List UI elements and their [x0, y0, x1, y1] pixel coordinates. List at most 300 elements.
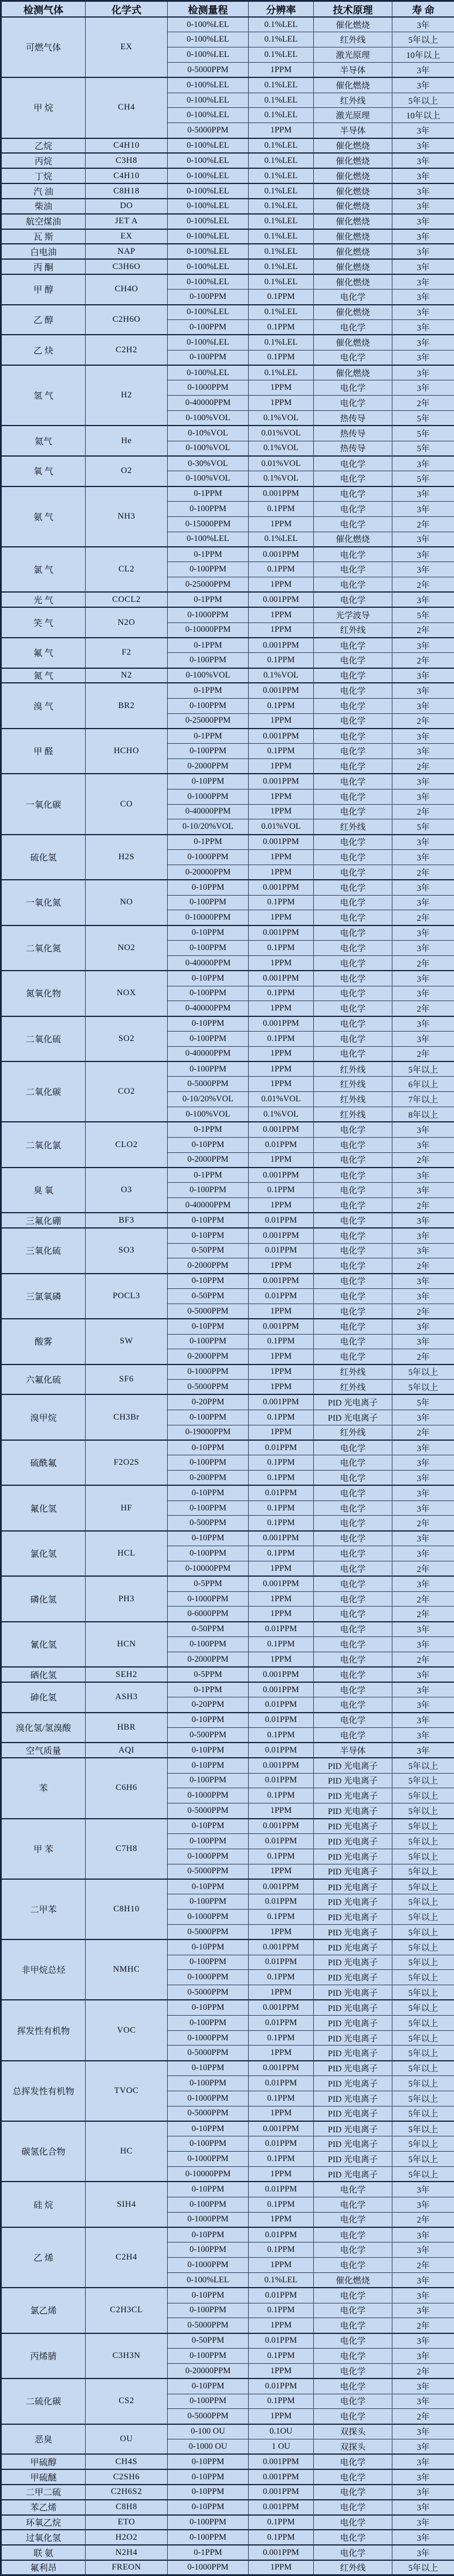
principle-cell: 电化学 — [314, 850, 392, 865]
resolution-cell: 0.1PPM — [249, 2530, 314, 2545]
formula-cell: ETO — [86, 2515, 168, 2530]
range-cell: 0-10PPM — [168, 925, 249, 941]
principle-cell: 电化学 — [314, 1152, 392, 1168]
range-cell: 0-5000PPM — [168, 2318, 249, 2333]
resolution-cell: 0.1%VOL — [249, 441, 314, 456]
range-cell: 0-100PPM — [168, 1833, 249, 1849]
gas-cell: 氟 气 — [1, 638, 86, 668]
principle-cell: 电化学 — [314, 895, 392, 910]
principle-cell: 电化学 — [314, 804, 392, 819]
lifespan-cell: 3年 — [392, 1455, 454, 1471]
lifespan-cell: 3年 — [392, 244, 454, 259]
lifespan-cell: 3年 — [392, 1122, 454, 1137]
lifespan-cell: 7年以上 — [392, 1092, 454, 1107]
resolution-cell: 0.001PPM — [249, 2061, 314, 2076]
principle-cell: 电化学 — [314, 1016, 392, 1032]
range-cell: 0-100PPM — [168, 895, 249, 910]
range-cell: 0-1PPM — [168, 1168, 249, 1183]
range-cell: 0-5000PPM — [168, 1077, 249, 1092]
principle-cell: PID 光电离子 — [314, 2152, 392, 2167]
range-cell: 0-5PPM — [168, 1667, 249, 1682]
gas-cell: 柴油 — [1, 199, 86, 214]
resolution-cell: 0.001PPM — [249, 774, 314, 789]
lifespan-cell: 3年 — [392, 229, 454, 244]
lifespan-cell: 3年 — [392, 1546, 454, 1561]
resolution-cell: 0.1PPM — [249, 1471, 314, 1486]
lifespan-cell: 3年 — [392, 1728, 454, 1743]
range-cell: 0-1000PPM — [168, 1970, 249, 1985]
lifespan-cell: 3年 — [392, 1576, 454, 1591]
lifespan-cell: 3年 — [392, 1016, 454, 1032]
resolution-cell: 0.1PPM — [249, 2349, 314, 2364]
lifespan-cell: 2年 — [392, 1152, 454, 1168]
range-cell: 0-10PPM — [168, 2227, 249, 2242]
lifespan-cell: 3年 — [392, 1500, 454, 1516]
principle-cell: PID 光电离子 — [314, 1924, 392, 1939]
range-cell: 0-1000PPM — [168, 607, 249, 622]
formula-cell: C2H2 — [86, 335, 168, 365]
range-cell: 0-5000PPM — [168, 123, 249, 138]
range-cell: 0-10000PPM — [168, 1561, 249, 1576]
lifespan-cell: 5年以上 — [392, 1910, 454, 1925]
lifespan-cell: 3年 — [392, 774, 454, 789]
resolution-cell: 0.1PPM — [249, 562, 314, 577]
table-row — [1, 335, 454, 350]
range-cell: 0-100%LEL — [168, 199, 249, 214]
table-row — [1, 1939, 454, 1955]
range-cell: 0-1PPM — [168, 2545, 249, 2560]
principle-cell: 电化学 — [314, 1516, 392, 1531]
range-cell: 0-100PPM — [168, 1894, 249, 1910]
table-row — [1, 274, 454, 290]
lifespan-cell: 3年 — [392, 835, 454, 850]
table-row — [1, 244, 454, 259]
range-cell: 0-1000PPM — [168, 2091, 249, 2106]
lifespan-cell: 2年 — [392, 1349, 454, 1364]
resolution-cell: 1PPM — [249, 1425, 314, 1440]
principle-cell: 电化学 — [314, 1607, 392, 1622]
resolution-cell: 0.01PPM — [249, 1440, 314, 1455]
range-cell: 0-100PPM — [168, 320, 249, 335]
formula-cell: SIH4 — [86, 2182, 168, 2227]
principle-cell: 热传导 — [314, 411, 392, 426]
lifespan-cell: 2年 — [392, 577, 454, 593]
range-cell: 0-1PPM — [168, 592, 249, 607]
lifespan-cell: 3年 — [392, 971, 454, 986]
range-cell: 0-1000PPM — [168, 1788, 249, 1803]
resolution-cell: 0.1PPM — [249, 941, 314, 956]
range-cell: 0-10PPM — [168, 1713, 249, 1728]
range-cell: 0-10PPM — [168, 1819, 249, 1834]
table-row — [1, 1682, 454, 1697]
lifespan-cell: 5年以上 — [392, 1894, 454, 1910]
range-cell: 0-100%LEL — [168, 305, 249, 320]
gas-cell: 过氧化氢 — [1, 2530, 86, 2545]
resolution-cell: 0.01%VOL — [249, 456, 314, 471]
table-row — [1, 229, 454, 244]
table-row — [1, 1622, 454, 1637]
lifespan-cell: 3年 — [392, 77, 454, 93]
gas-cell: 氰化氢 — [1, 1622, 86, 1667]
resolution-cell: 0.1OU — [249, 2424, 314, 2439]
resolution-cell: 0.001PPM — [249, 971, 314, 986]
range-cell: 0-50PPM — [168, 2333, 249, 2349]
lifespan-cell: 5年以上 — [392, 2106, 454, 2121]
lifespan-cell: 3年 — [392, 168, 454, 183]
lifespan-cell: 6年以上 — [392, 1077, 454, 1092]
resolution-cell: 0.1PPM — [249, 1410, 314, 1425]
resolution-cell: 1PPM — [249, 62, 314, 77]
gas-cell: 一氧化氮 — [1, 880, 86, 925]
formula-cell: NH3 — [86, 486, 168, 547]
principle-cell: PID 光电离子 — [314, 1394, 392, 1410]
principle-cell: PID 光电离子 — [314, 2061, 392, 2076]
range-cell: 0-10PPM — [168, 1531, 249, 1546]
range-cell: 0-15000PPM — [168, 516, 249, 532]
principle-cell: 电化学 — [314, 2197, 392, 2212]
resolution-cell: 0.001PPM — [249, 2485, 314, 2500]
table-row — [1, 1576, 454, 1591]
resolution-cell: 0.01PPM — [249, 1622, 314, 1637]
table-row — [1, 2227, 454, 2242]
resolution-cell: 0.01PPM — [249, 1955, 314, 1970]
range-cell: 0-10PPM — [168, 1743, 249, 1758]
principle-cell: 电化学 — [314, 350, 392, 365]
lifespan-cell: 3年 — [392, 1471, 454, 1486]
principle-cell: 电化学 — [314, 2500, 392, 2515]
lifespan-cell: 3年 — [392, 2182, 454, 2197]
principle-cell: PID 光电离子 — [314, 1910, 392, 1925]
gas-cell: 氮 气 — [1, 668, 86, 683]
resolution-cell: 1PPM — [249, 713, 314, 729]
header-row — [1, 1, 454, 18]
formula-cell: H2O2 — [86, 2530, 168, 2545]
lifespan-cell: 3年 — [392, 1183, 454, 1198]
principle-cell: 电化学 — [314, 941, 392, 956]
range-cell: 0-100PPM — [168, 1546, 249, 1561]
lifespan-cell: 3年 — [392, 638, 454, 653]
principle-cell: 电化学 — [314, 1274, 392, 1289]
resolution-cell: 0.1%LEL — [249, 229, 314, 244]
table-row — [1, 1743, 454, 1758]
lifespan-cell: 3年 — [392, 1531, 454, 1546]
lifespan-cell: 3年 — [392, 214, 454, 229]
formula-cell: OU — [86, 2424, 168, 2455]
principle-cell: 电化学 — [314, 1561, 392, 1576]
resolution-cell: 1PPM — [249, 2258, 314, 2273]
formula-cell: PH3 — [86, 1576, 168, 1621]
resolution-cell: 0.01PPM — [249, 1697, 314, 1713]
resolution-cell: 1PPM — [249, 1349, 314, 1364]
resolution-cell: 0.01%VOL — [249, 426, 314, 441]
resolution-cell: 1PPM — [249, 1364, 314, 1380]
principle-cell: 电化学 — [314, 1682, 392, 1697]
table-row — [1, 2469, 454, 2485]
range-cell: 0-100%LEL — [168, 32, 249, 47]
principle-cell: 红外线 — [314, 1092, 392, 1107]
lifespan-cell: 3年 — [392, 1168, 454, 1183]
resolution-cell: 1PPM — [249, 1985, 314, 2000]
principle-cell: 电化学 — [314, 2227, 392, 2242]
table-row — [1, 2545, 454, 2560]
range-cell: 0-100%LEL — [168, 335, 249, 350]
gas-cell: 乙 醇 — [1, 305, 86, 335]
resolution-cell: 0.001PPM — [249, 1667, 314, 1682]
resolution-cell: 0.1PPM — [249, 1728, 314, 1743]
range-cell: 0-1000PPM — [168, 1364, 249, 1380]
table-row — [1, 183, 454, 199]
principle-cell: PID 光电离子 — [314, 2015, 392, 2030]
range-cell: 0-10PPM — [168, 1440, 249, 1455]
gas-cell: 航空煤油 — [1, 214, 86, 229]
resolution-cell: 0.01PPM — [249, 1833, 314, 1849]
range-cell: 0-100PPM — [168, 290, 249, 305]
principle-cell: 激光原理 — [314, 108, 392, 123]
resolution-cell: 0.001PPM — [249, 835, 314, 850]
resolution-cell: 0.001PPM — [249, 1682, 314, 1697]
range-cell: 0-100%VOL — [168, 411, 249, 426]
range-cell: 0-100%VOL — [168, 441, 249, 456]
lifespan-cell: 5年 — [392, 441, 454, 456]
formula-cell: VOC — [86, 2000, 168, 2060]
lifespan-cell: 5年以上 — [392, 1819, 454, 1834]
lifespan-cell: 2年 — [392, 2318, 454, 2333]
lifespan-cell: 3年 — [392, 744, 454, 759]
principle-cell: 电化学 — [314, 516, 392, 532]
lifespan-cell: 5年以上 — [392, 1833, 454, 1849]
lifespan-cell: 3年 — [392, 138, 454, 154]
principle-cell: 电化学 — [314, 1168, 392, 1183]
resolution-cell: 0.001PPM — [249, 1531, 314, 1546]
col-header-gas: 检测气体 — [1, 1, 86, 18]
lifespan-cell: 3年 — [392, 1637, 454, 1652]
lifespan-cell: 2年 — [392, 1591, 454, 1607]
range-cell: 0-10000PPM — [168, 2167, 249, 2182]
range-cell: 0-100%VOL — [168, 1107, 249, 1122]
principle-cell: 电化学 — [314, 562, 392, 577]
lifespan-cell: 3年 — [392, 547, 454, 562]
range-cell: 0-100%VOL — [168, 668, 249, 683]
range-cell: 0-5PPM — [168, 1576, 249, 1591]
range-cell: 0-100%LEL — [168, 532, 249, 547]
principle-cell: 半导体 — [314, 1743, 392, 1758]
resolution-cell: 0.1PPM — [249, 1183, 314, 1198]
gas-cell: 苯 — [1, 1758, 86, 1818]
formula-cell: NMHC — [86, 1939, 168, 2000]
principle-cell: 红外线 — [314, 1380, 392, 1395]
resolution-cell: 1PPM — [249, 1077, 314, 1092]
formula-cell: FREON — [86, 2560, 168, 2575]
lifespan-cell: 5年以上 — [392, 2091, 454, 2106]
formula-cell: HCHO — [86, 729, 168, 774]
principle-cell: PID 光电离子 — [314, 2046, 392, 2061]
lifespan-cell: 3年 — [392, 1682, 454, 1697]
principle-cell: 红外线 — [314, 1061, 392, 1077]
principle-cell: 半导体 — [314, 62, 392, 77]
lifespan-cell: 3年 — [392, 259, 454, 274]
lifespan-cell: 5年以上 — [392, 1380, 454, 1395]
principle-cell: 电化学 — [314, 925, 392, 941]
principle-cell: 电化学 — [314, 547, 392, 562]
table-body — [1, 17, 454, 2575]
range-cell: 0-10PPM — [168, 774, 249, 789]
resolution-cell: 1PPM — [249, 380, 314, 396]
gas-cell: 二氧化硫 — [1, 1016, 86, 1061]
range-cell: 0-10PPM — [168, 2288, 249, 2303]
lifespan-cell: 3年 — [392, 1485, 454, 1500]
resolution-cell: 1PPM — [249, 2106, 314, 2121]
table-row — [1, 77, 454, 93]
resolution-cell: 0.001PPM — [249, 486, 314, 502]
formula-cell: C4H10 — [86, 168, 168, 183]
range-cell: 0-100 OU — [168, 2424, 249, 2439]
principle-cell: PID 光电离子 — [314, 2091, 392, 2106]
resolution-cell: 0.01PPM — [249, 1213, 314, 1228]
resolution-cell: 0.001PPM — [249, 2121, 314, 2136]
range-cell: 0-10PPM — [168, 1213, 249, 1228]
formula-cell: CH4O — [86, 274, 168, 305]
col-header-lifespan: 寿 命 — [392, 1, 454, 18]
range-cell: 0-100PPM — [168, 1773, 249, 1788]
resolution-cell: 0.1PPM — [249, 1970, 314, 1985]
formula-cell: C2H6S2 — [86, 2485, 168, 2500]
lifespan-cell: 5年以上 — [392, 2152, 454, 2167]
lifespan-cell: 5年以上 — [392, 1939, 454, 1955]
lifespan-cell: 3年 — [392, 1319, 454, 1334]
resolution-cell: 0.01PPM — [249, 2076, 314, 2091]
resolution-cell: 0.1%LEL — [249, 532, 314, 547]
resolution-cell: 0.1PPM — [249, 502, 314, 517]
lifespan-cell: 3年 — [392, 698, 454, 713]
lifespan-cell: 5年以上 — [392, 2121, 454, 2136]
formula-cell: BR2 — [86, 683, 168, 728]
principle-cell: 催化燃烧 — [314, 138, 392, 154]
lifespan-cell: 3年 — [392, 62, 454, 77]
lifespan-cell: 5年以上 — [392, 2000, 454, 2015]
principle-cell: 电化学 — [314, 774, 392, 789]
gas-cell: 乙烷 — [1, 138, 86, 154]
principle-cell: 电化学 — [314, 955, 392, 971]
resolution-cell: 1PPM — [249, 1864, 314, 1879]
resolution-cell: 0.01PPM — [249, 1137, 314, 1152]
resolution-cell: 1PPM — [249, 865, 314, 880]
lifespan-cell: 3年 — [392, 502, 454, 517]
principle-cell: 电化学 — [314, 1304, 392, 1319]
range-cell: 0-100%LEL — [168, 229, 249, 244]
lifespan-cell: 3年 — [392, 1274, 454, 1289]
gas-cell: 可燃气体 — [1, 17, 86, 77]
range-cell: 0-1PPM — [168, 835, 249, 850]
lifespan-cell: 3年 — [392, 2485, 454, 2500]
principle-cell: 红外线 — [314, 2560, 392, 2575]
table-row — [1, 971, 454, 986]
principle-cell: 电化学 — [314, 2333, 392, 2349]
principle-cell: 热传导 — [314, 441, 392, 456]
table-row — [1, 259, 454, 274]
resolution-cell: 1PPM — [249, 910, 314, 925]
resolution-cell: 1PPM — [249, 1061, 314, 1077]
lifespan-cell: 5年 — [392, 607, 454, 622]
principle-cell: 电化学 — [314, 1183, 392, 1198]
formula-cell: SO2 — [86, 1016, 168, 1061]
gas-cell: 氦气 — [1, 426, 86, 456]
col-header-formula: 化学式 — [86, 1, 168, 18]
lifespan-cell: 3年 — [392, 1228, 454, 1243]
table-row — [1, 1713, 454, 1728]
principle-cell: 电化学 — [314, 698, 392, 713]
lifespan-cell: 5年以上 — [392, 2030, 454, 2046]
principle-cell: 电化学 — [314, 290, 392, 305]
resolution-cell: 0.001PPM — [249, 1879, 314, 1894]
lifespan-cell: 3年 — [392, 335, 454, 350]
principle-cell: PID 光电离子 — [314, 1970, 392, 1985]
range-cell: 0-100PPM — [168, 698, 249, 713]
formula-cell: CLO2 — [86, 1122, 168, 1167]
principle-cell: 电化学 — [314, 1713, 392, 1728]
resolution-cell: 0.1%LEL — [249, 365, 314, 380]
lifespan-cell: 5年以上 — [392, 1758, 454, 1773]
lifespan-cell: 3年 — [392, 1243, 454, 1258]
resolution-cell: 0.01%VOL — [249, 1092, 314, 1107]
resolution-cell: 0.1%LEL — [249, 2272, 314, 2288]
resolution-cell: 1PPM — [249, 2212, 314, 2227]
formula-cell: H2S — [86, 835, 168, 880]
resolution-cell: 0.001PPM — [249, 1758, 314, 1773]
formula-cell: EX — [86, 17, 168, 77]
resolution-cell: 0.1%LEL — [249, 168, 314, 183]
formula-cell: C3H8 — [86, 153, 168, 168]
gas-cell: 甲 醛 — [1, 729, 86, 774]
range-cell: 0-500PPM — [168, 1728, 249, 1743]
lifespan-cell: 10年以上 — [392, 47, 454, 63]
range-cell: 0-10PPM — [168, 2454, 249, 2469]
formula-cell: NOX — [86, 971, 168, 1016]
lifespan-cell: 5年以上 — [392, 2136, 454, 2152]
range-cell: 0-100%LEL — [168, 2272, 249, 2288]
formula-cell: C2SH6 — [86, 2469, 168, 2485]
lifespan-cell: 5年以上 — [392, 2046, 454, 2061]
range-cell: 0-100%LEL — [168, 183, 249, 199]
resolution-cell: 0.1PPM — [249, 2152, 314, 2167]
lifespan-cell: 3年 — [392, 592, 454, 607]
principle-cell: 电化学 — [314, 2378, 392, 2394]
col-header-range: 检测量程 — [168, 1, 249, 18]
resolution-cell: 0.1PPM — [249, 1031, 314, 1046]
resolution-cell: 0.001PPM — [249, 1228, 314, 1243]
principle-cell: 红外线 — [314, 32, 392, 47]
range-cell: 0-5000PPM — [168, 2106, 249, 2121]
principle-cell: 电化学 — [314, 1455, 392, 1471]
principle-cell: 电化学 — [314, 1319, 392, 1334]
principle-cell: 催化燃烧 — [314, 199, 392, 214]
principle-cell: 双探头 — [314, 2424, 392, 2439]
range-cell: 0-5000PPM — [168, 62, 249, 77]
range-cell: 0-1000PPM — [168, 789, 249, 804]
principle-cell: 电化学 — [314, 1546, 392, 1561]
lifespan-cell: 5年以上 — [392, 1985, 454, 2000]
range-cell: 0-40000PPM — [168, 955, 249, 971]
lifespan-cell: 5年以上 — [392, 1788, 454, 1803]
table-row — [1, 2454, 454, 2469]
formula-cell: C8H18 — [86, 183, 168, 199]
principle-cell: 电化学 — [314, 1652, 392, 1667]
resolution-cell: 0.1PPM — [249, 2242, 314, 2258]
formula-cell: N2H4 — [86, 2545, 168, 2560]
lifespan-cell: 3年 — [392, 986, 454, 1001]
lifespan-cell: 2年 — [392, 2363, 454, 2378]
formula-cell: SF6 — [86, 1364, 168, 1395]
formula-cell: JET A — [86, 214, 168, 229]
